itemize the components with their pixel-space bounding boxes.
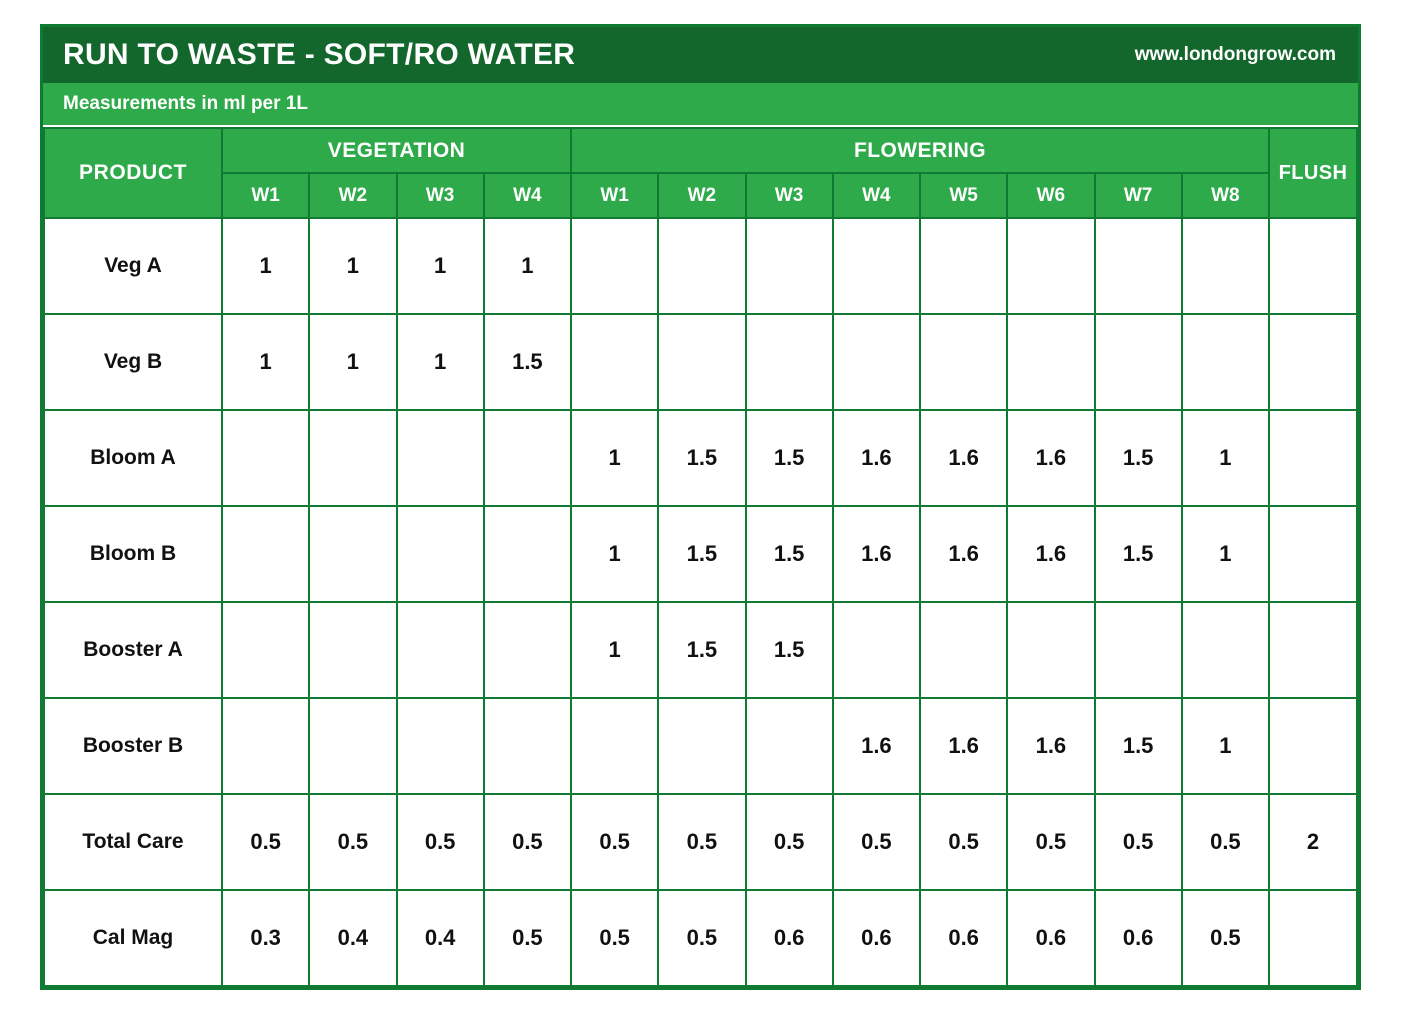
row-label-bloom-a: Bloom A bbox=[44, 410, 222, 506]
row-label-bloom-b: Bloom B bbox=[44, 506, 222, 602]
cell: 1.6 bbox=[1007, 410, 1094, 506]
cell: 1.5 bbox=[484, 314, 571, 410]
cell bbox=[658, 218, 745, 314]
table-row bbox=[44, 602, 1357, 698]
cell: 0.5 bbox=[484, 890, 571, 986]
column-header-veg-w1: W1 bbox=[222, 173, 309, 218]
cell bbox=[484, 410, 571, 506]
cell bbox=[833, 314, 920, 410]
cell bbox=[571, 218, 658, 314]
cell bbox=[484, 506, 571, 602]
feed-schedule-table bbox=[43, 127, 1358, 987]
cell: 0.5 bbox=[833, 794, 920, 890]
cell bbox=[571, 698, 658, 794]
cell: 0.3 bbox=[222, 890, 309, 986]
column-header-flower-w7: W7 bbox=[1095, 173, 1182, 218]
cell bbox=[658, 314, 745, 410]
cell bbox=[1095, 314, 1182, 410]
cell: 0.5 bbox=[1182, 890, 1269, 986]
cell bbox=[1269, 410, 1357, 506]
cell: 0.6 bbox=[920, 890, 1007, 986]
cell: 0.5 bbox=[1182, 794, 1269, 890]
cell bbox=[1182, 218, 1269, 314]
cell: 1 bbox=[309, 314, 396, 410]
row-label-booster-b: Booster B bbox=[44, 698, 222, 794]
table-row bbox=[44, 890, 1357, 986]
cell: 1.6 bbox=[1007, 506, 1094, 602]
row-label-cal-mag: Cal Mag bbox=[44, 890, 222, 986]
cell: 0.5 bbox=[397, 794, 484, 890]
cell: 0.6 bbox=[1095, 890, 1182, 986]
cell: 1.5 bbox=[1095, 506, 1182, 602]
cell bbox=[397, 410, 484, 506]
cell bbox=[920, 218, 1007, 314]
cell bbox=[397, 698, 484, 794]
cell: 1.5 bbox=[1095, 698, 1182, 794]
column-header-flower-w1: W1 bbox=[571, 173, 658, 218]
cell: 0.5 bbox=[746, 794, 833, 890]
cell: 0.5 bbox=[658, 794, 745, 890]
cell bbox=[484, 602, 571, 698]
page-title: RUN TO WASTE - SOFT/RO WATER bbox=[63, 38, 576, 71]
cell bbox=[1269, 218, 1357, 314]
cell: 1 bbox=[309, 218, 396, 314]
cell bbox=[920, 602, 1007, 698]
cell bbox=[222, 410, 309, 506]
table-row bbox=[44, 218, 1357, 314]
cell: 1.6 bbox=[1007, 698, 1094, 794]
cell: 1 bbox=[1182, 698, 1269, 794]
table-row bbox=[44, 314, 1357, 410]
cell: 0.6 bbox=[746, 890, 833, 986]
cell bbox=[1269, 506, 1357, 602]
cell bbox=[833, 602, 920, 698]
cell: 1 bbox=[571, 506, 658, 602]
column-group-vegetation: VEGETATION bbox=[222, 128, 571, 173]
cell: 1.6 bbox=[833, 698, 920, 794]
cell bbox=[309, 602, 396, 698]
cell: 1 bbox=[1182, 410, 1269, 506]
cell: 1.5 bbox=[746, 506, 833, 602]
table-header-group-row bbox=[44, 128, 1357, 173]
cell bbox=[309, 698, 396, 794]
column-header-product: PRODUCT bbox=[44, 128, 222, 218]
cell: 0.5 bbox=[571, 794, 658, 890]
cell bbox=[397, 602, 484, 698]
chart-title-bar bbox=[43, 27, 1358, 83]
cell: 1.5 bbox=[1095, 410, 1182, 506]
cell bbox=[658, 698, 745, 794]
cell: 1 bbox=[222, 314, 309, 410]
column-header-flower-w8: W8 bbox=[1182, 173, 1269, 218]
cell: 1.5 bbox=[746, 410, 833, 506]
cell bbox=[571, 314, 658, 410]
column-header-veg-w3: W3 bbox=[397, 173, 484, 218]
cell bbox=[833, 218, 920, 314]
cell bbox=[1269, 698, 1357, 794]
cell: 1 bbox=[1182, 506, 1269, 602]
cell: 1.5 bbox=[658, 410, 745, 506]
measurement-note-bar bbox=[43, 83, 1358, 127]
cell bbox=[746, 314, 833, 410]
feed-chart-frame bbox=[40, 24, 1361, 990]
column-group-flowering: FLOWERING bbox=[571, 128, 1269, 173]
table-row bbox=[44, 794, 1357, 890]
table-header bbox=[44, 128, 1357, 218]
cell: 0.5 bbox=[309, 794, 396, 890]
cell bbox=[222, 602, 309, 698]
row-label-total-care: Total Care bbox=[44, 794, 222, 890]
cell: 1 bbox=[571, 410, 658, 506]
cell: 0.5 bbox=[1007, 794, 1094, 890]
cell: 0.6 bbox=[1007, 890, 1094, 986]
row-label-veg-a: Veg A bbox=[44, 218, 222, 314]
cell bbox=[1269, 602, 1357, 698]
measurement-note: Measurements in ml per 1L bbox=[63, 93, 308, 114]
cell: 1 bbox=[571, 602, 658, 698]
cell bbox=[746, 218, 833, 314]
column-header-flower-w5: W5 bbox=[920, 173, 1007, 218]
cell: 0.5 bbox=[222, 794, 309, 890]
cell: 0.5 bbox=[571, 890, 658, 986]
cell bbox=[1269, 314, 1357, 410]
column-header-flower-w3: W3 bbox=[746, 173, 833, 218]
cell: 0.5 bbox=[920, 794, 1007, 890]
row-label-booster-a: Booster A bbox=[44, 602, 222, 698]
cell: 0.6 bbox=[833, 890, 920, 986]
cell bbox=[1269, 890, 1357, 986]
cell: 1 bbox=[397, 314, 484, 410]
cell: 1.6 bbox=[920, 698, 1007, 794]
cell bbox=[309, 410, 396, 506]
cell bbox=[1007, 602, 1094, 698]
column-header-flush: FLUSH bbox=[1269, 128, 1357, 218]
cell bbox=[1007, 218, 1094, 314]
cell bbox=[746, 698, 833, 794]
cell bbox=[222, 506, 309, 602]
cell: 0.4 bbox=[309, 890, 396, 986]
cell: 0.5 bbox=[658, 890, 745, 986]
cell: 1 bbox=[397, 218, 484, 314]
column-header-flower-w4: W4 bbox=[833, 173, 920, 218]
cell bbox=[1095, 218, 1182, 314]
column-header-flower-w2: W2 bbox=[658, 173, 745, 218]
table-row bbox=[44, 698, 1357, 794]
table-row bbox=[44, 506, 1357, 602]
cell: 0.5 bbox=[484, 794, 571, 890]
column-header-flower-w6: W6 bbox=[1007, 173, 1094, 218]
table-body bbox=[44, 218, 1357, 986]
cell: 1 bbox=[484, 218, 571, 314]
cell: 1.5 bbox=[658, 506, 745, 602]
cell: 0.4 bbox=[397, 890, 484, 986]
cell bbox=[222, 698, 309, 794]
cell: 1.6 bbox=[920, 506, 1007, 602]
cell bbox=[397, 506, 484, 602]
cell: 0.5 bbox=[1095, 794, 1182, 890]
cell: 1.6 bbox=[920, 410, 1007, 506]
cell bbox=[1182, 602, 1269, 698]
column-header-veg-w2: W2 bbox=[309, 173, 396, 218]
cell: 1.5 bbox=[658, 602, 745, 698]
cell bbox=[1007, 314, 1094, 410]
cell bbox=[484, 698, 571, 794]
table-row bbox=[44, 410, 1357, 506]
cell: 1.5 bbox=[746, 602, 833, 698]
column-header-veg-w4: W4 bbox=[484, 173, 571, 218]
cell: 1 bbox=[222, 218, 309, 314]
cell bbox=[309, 506, 396, 602]
website-url: www.londongrow.com bbox=[1134, 44, 1336, 65]
cell bbox=[1182, 314, 1269, 410]
cell bbox=[1095, 602, 1182, 698]
cell: 1.6 bbox=[833, 410, 920, 506]
cell: 1.6 bbox=[833, 506, 920, 602]
table-header-week-row bbox=[44, 173, 1357, 218]
row-label-veg-b: Veg B bbox=[44, 314, 222, 410]
cell: 2 bbox=[1269, 794, 1357, 890]
cell bbox=[920, 314, 1007, 410]
